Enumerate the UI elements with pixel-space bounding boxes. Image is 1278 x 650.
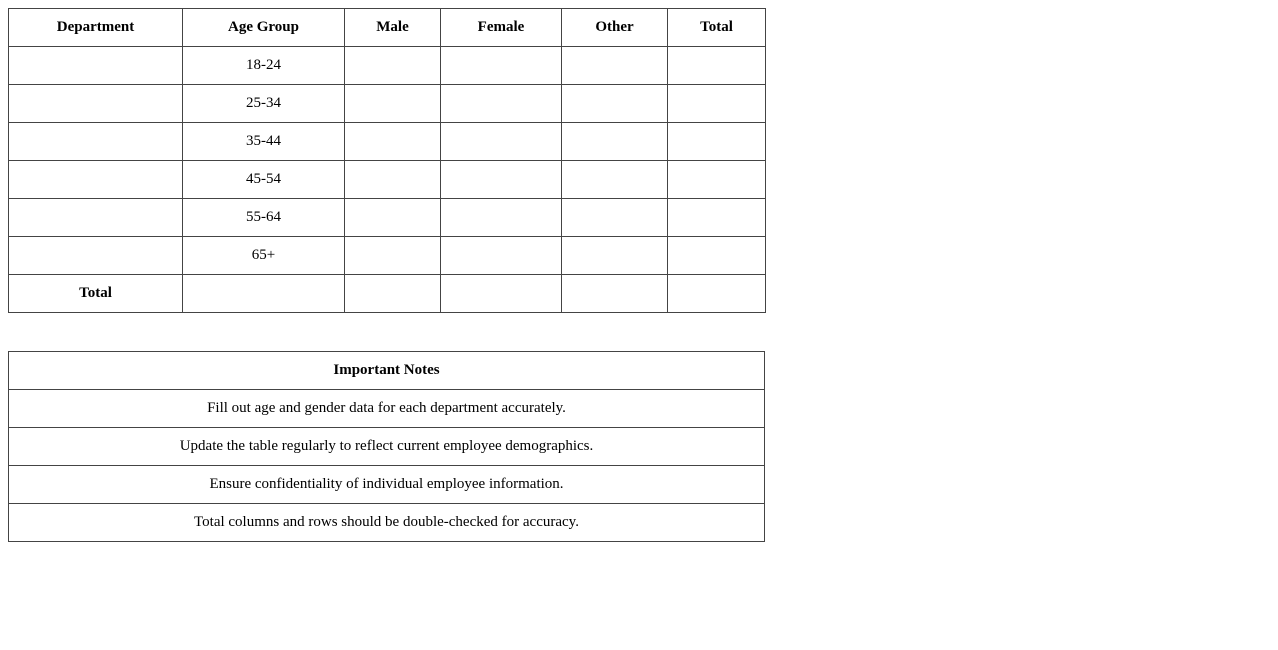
department-cell bbox=[9, 199, 183, 237]
age-group-cell: 18-24 bbox=[183, 47, 345, 85]
age-group-cell: 55-64 bbox=[183, 199, 345, 237]
table-row bbox=[9, 85, 766, 123]
department-cell bbox=[9, 237, 183, 275]
age-group-cell: 65+ bbox=[183, 237, 345, 275]
table-row bbox=[9, 237, 766, 275]
total-cell bbox=[668, 237, 766, 275]
female-cell bbox=[441, 199, 562, 237]
female-cell bbox=[441, 123, 562, 161]
total-age-group-cell bbox=[183, 275, 345, 313]
note-row bbox=[9, 504, 765, 542]
table-row bbox=[9, 199, 766, 237]
notes-title: Important Notes bbox=[9, 352, 765, 390]
total-cell bbox=[668, 47, 766, 85]
male-cell bbox=[345, 237, 441, 275]
department-cell bbox=[9, 85, 183, 123]
other-cell bbox=[562, 161, 668, 199]
female-cell bbox=[441, 237, 562, 275]
table-row bbox=[9, 47, 766, 85]
grand-total-cell bbox=[668, 275, 766, 313]
male-cell bbox=[345, 161, 441, 199]
female-cell bbox=[441, 47, 562, 85]
note-row bbox=[9, 428, 765, 466]
total-cell bbox=[668, 123, 766, 161]
header-female: Female bbox=[441, 9, 562, 47]
total-male-cell bbox=[345, 275, 441, 313]
note-row bbox=[9, 466, 765, 504]
header-male: Male bbox=[345, 9, 441, 47]
male-cell bbox=[345, 123, 441, 161]
note-row bbox=[9, 390, 765, 428]
age-group-cell: 45-54 bbox=[183, 161, 345, 199]
notes-table bbox=[8, 351, 765, 542]
total-cell bbox=[668, 199, 766, 237]
note-item: Update the table regularly to reflect current employee demographics. bbox=[9, 428, 765, 466]
other-cell bbox=[562, 85, 668, 123]
notes-header-row bbox=[9, 352, 765, 390]
note-item: Ensure confidentiality of individual employee information. bbox=[9, 466, 765, 504]
table-row bbox=[9, 161, 766, 199]
female-cell bbox=[441, 161, 562, 199]
female-cell bbox=[441, 85, 562, 123]
header-age-group: Age Group bbox=[183, 9, 345, 47]
department-cell bbox=[9, 47, 183, 85]
other-cell bbox=[562, 199, 668, 237]
header-row bbox=[9, 9, 766, 47]
male-cell bbox=[345, 199, 441, 237]
header-other: Other bbox=[562, 9, 668, 47]
demographics-table bbox=[8, 8, 766, 313]
note-item: Fill out age and gender data for each department accurately. bbox=[9, 390, 765, 428]
male-cell bbox=[345, 85, 441, 123]
other-cell bbox=[562, 237, 668, 275]
header-total: Total bbox=[668, 9, 766, 47]
note-item: Total columns and rows should be double-checked for accuracy. bbox=[9, 504, 765, 542]
other-cell bbox=[562, 123, 668, 161]
age-group-cell: 25-34 bbox=[183, 85, 345, 123]
table-row bbox=[9, 123, 766, 161]
total-row-label: Total bbox=[9, 275, 183, 313]
total-row bbox=[9, 275, 766, 313]
other-cell bbox=[562, 47, 668, 85]
header-department: Department bbox=[9, 9, 183, 47]
total-cell bbox=[668, 85, 766, 123]
age-group-cell: 35-44 bbox=[183, 123, 345, 161]
total-female-cell bbox=[441, 275, 562, 313]
male-cell bbox=[345, 47, 441, 85]
total-cell bbox=[668, 161, 766, 199]
department-cell bbox=[9, 161, 183, 199]
total-other-cell bbox=[562, 275, 668, 313]
department-cell bbox=[9, 123, 183, 161]
